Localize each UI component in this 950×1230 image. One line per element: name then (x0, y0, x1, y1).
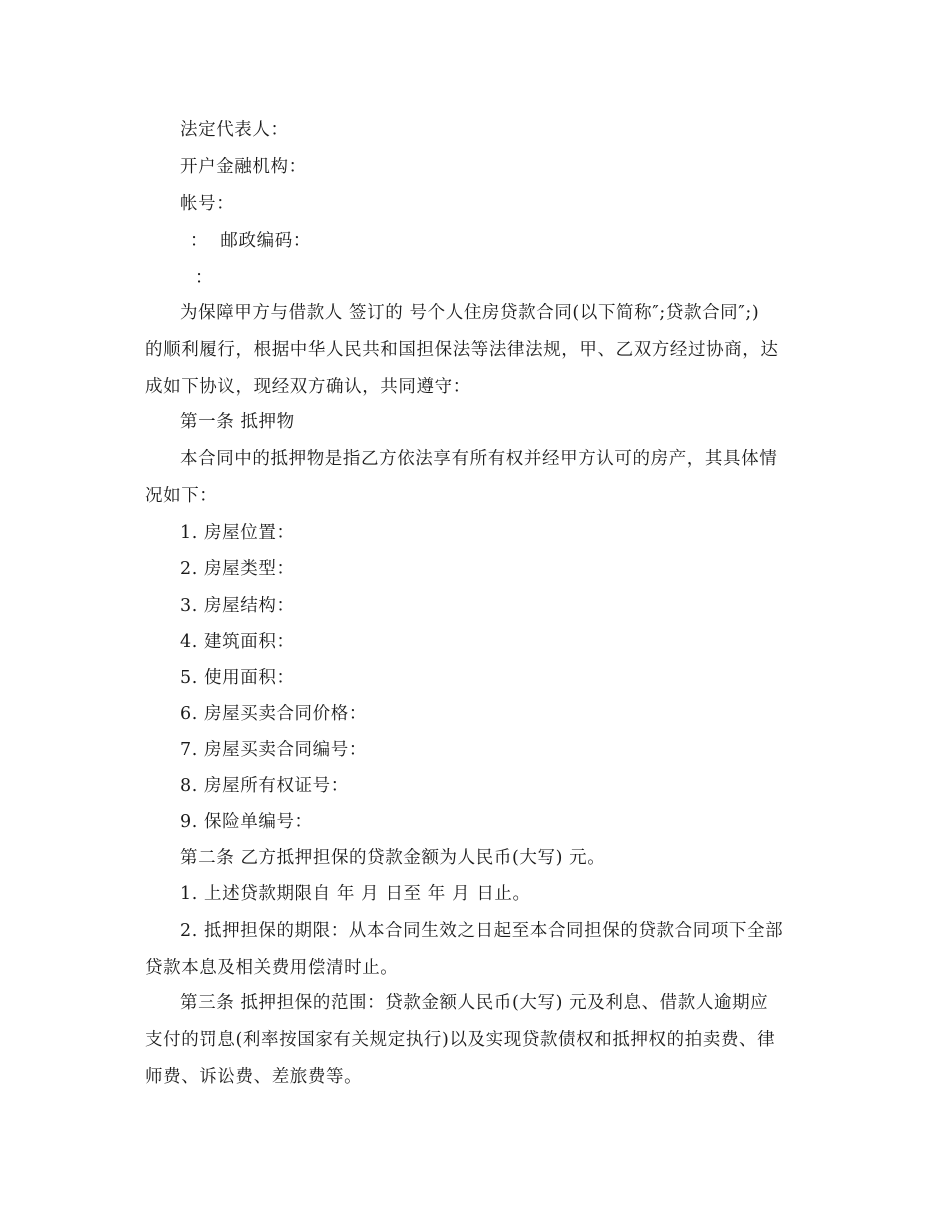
preamble-paragraph-line: 成如下协议，现经双方确认，共同遵守： (145, 377, 471, 397)
list-item: 6. 房屋买卖合同价格： (180, 704, 367, 724)
field-legal-representative: 法定代表人： (180, 120, 289, 140)
article-3-paragraph-line: 师费、诉讼费、差旅费等。 (145, 1067, 363, 1087)
article-1-heading: 第一条 抵押物 (180, 412, 295, 432)
article-2-item: 2. 抵押担保的期限：从本合同生效之日起至本合同担保的贷款合同项下全部 (180, 921, 784, 941)
article-3-paragraph-line: 支付的罚息(利率按国家有关规定执行)以及实现贷款债权和抵押权的拍卖费、律 (145, 1030, 776, 1050)
preamble-paragraph-line: 为保障甲方与借款人 签订的 号个人住房贷款合同(以下简称″;贷款合同″;) (180, 303, 760, 323)
preamble-paragraph-line: 的顺利履行，根据中华人民共和国担保法等法律法规，甲、乙双方经过协商，达 (145, 340, 779, 360)
article-1-paragraph-line: 本合同中的抵押物是指乙方依法享有所有权并经甲方认可的房产，其具体情 (180, 449, 778, 469)
list-item: 1. 房屋位置： (180, 523, 295, 543)
list-item: 4. 建筑面积： (180, 632, 295, 652)
list-item: 9. 保险单编号： (180, 812, 313, 832)
list-item: 2. 房屋类型： (180, 559, 295, 579)
list-item: 7. 房屋买卖合同编号： (180, 740, 367, 760)
list-item: 8. 房屋所有权证号： (180, 776, 349, 796)
field-postal-code: ： 邮政编码： (190, 231, 311, 251)
article-2-item-continuation: 贷款本息及相关费用偿清时止。 (145, 958, 399, 978)
article-2-item: 1. 上述贷款期限自 年 月 日至 年 月 日止。 (180, 884, 531, 904)
list-item: 3. 房屋结构： (180, 596, 295, 616)
field-bank: 开户金融机构： (180, 157, 307, 177)
field-account-number: 帐号： (180, 194, 235, 214)
article-3-paragraph-line: 第三条 抵押担保的范围：贷款金额人民币(大写) 元及利息、借款人逾期应 (180, 993, 769, 1013)
field-blank: ： (195, 268, 214, 288)
list-item: 5. 使用面积： (180, 668, 295, 688)
article-1-paragraph-line: 况如下： (145, 486, 218, 506)
article-2-heading: 第二条 乙方抵押担保的贷款金额为人民币(大写) 元。 (180, 848, 606, 868)
